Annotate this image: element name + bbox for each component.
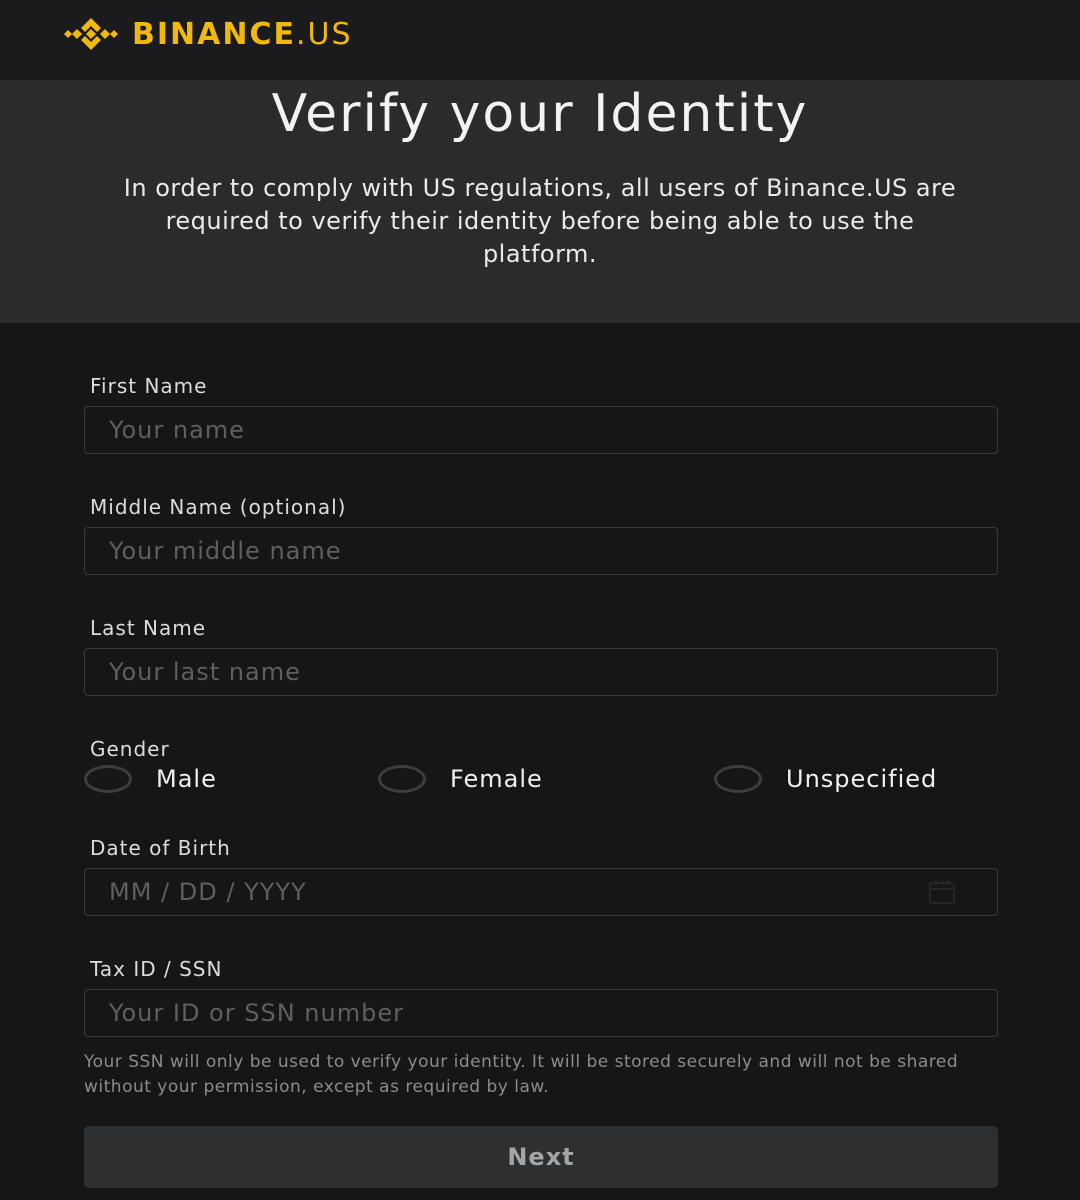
gender-option-unspecified[interactable] (714, 765, 937, 793)
radio-button-icon[interactable] (378, 765, 426, 793)
radio-button-icon[interactable] (714, 765, 762, 793)
ssn-privacy-note: Your SSN will only be used to verify your identity. It will be stored securely and will not be shared without your permission, except as required by law. (84, 1052, 959, 1097)
top-bar (0, 0, 1080, 80)
calendar-icon[interactable] (928, 879, 956, 905)
brand-suffix: .US (295, 16, 353, 52)
binance-diamond-logo-icon (62, 14, 120, 54)
first-name-input[interactable] (84, 406, 998, 454)
date-of-birth-input[interactable] (84, 868, 998, 916)
brand-logo[interactable] (62, 14, 353, 54)
last-name-label: Last Name (90, 616, 207, 640)
page-description: In order to comply with US regulations, all users of Binance.US are required to verify their identity before being able to use the platform. (123, 174, 957, 268)
hero-section (0, 80, 1080, 323)
first-name-label: First Name (90, 374, 208, 398)
gender-option-label: Female (450, 765, 543, 793)
next-button[interactable]: Next (84, 1126, 998, 1188)
gender-option-label: Unspecified (786, 765, 938, 793)
page-title: Verify your Identity (271, 84, 809, 144)
tax-id-input[interactable] (84, 989, 998, 1037)
middle-name-input[interactable] (84, 527, 998, 575)
gender-radio-group (84, 765, 998, 801)
middle-name-label: Middle Name (optional) (90, 495, 347, 519)
last-name-input[interactable] (84, 648, 998, 696)
gender-option-female[interactable] (378, 765, 543, 793)
tax-id-label: Tax ID / SSN (90, 957, 223, 981)
gender-label: Gender (90, 737, 170, 761)
brand-name: BINANCE.US (132, 16, 353, 52)
gender-option-label: Male (156, 765, 217, 793)
radio-button-icon[interactable] (84, 765, 132, 793)
date-of-birth-label: Date of Birth (90, 836, 231, 860)
identity-form (0, 323, 1080, 1200)
gender-option-male[interactable] (84, 765, 217, 793)
